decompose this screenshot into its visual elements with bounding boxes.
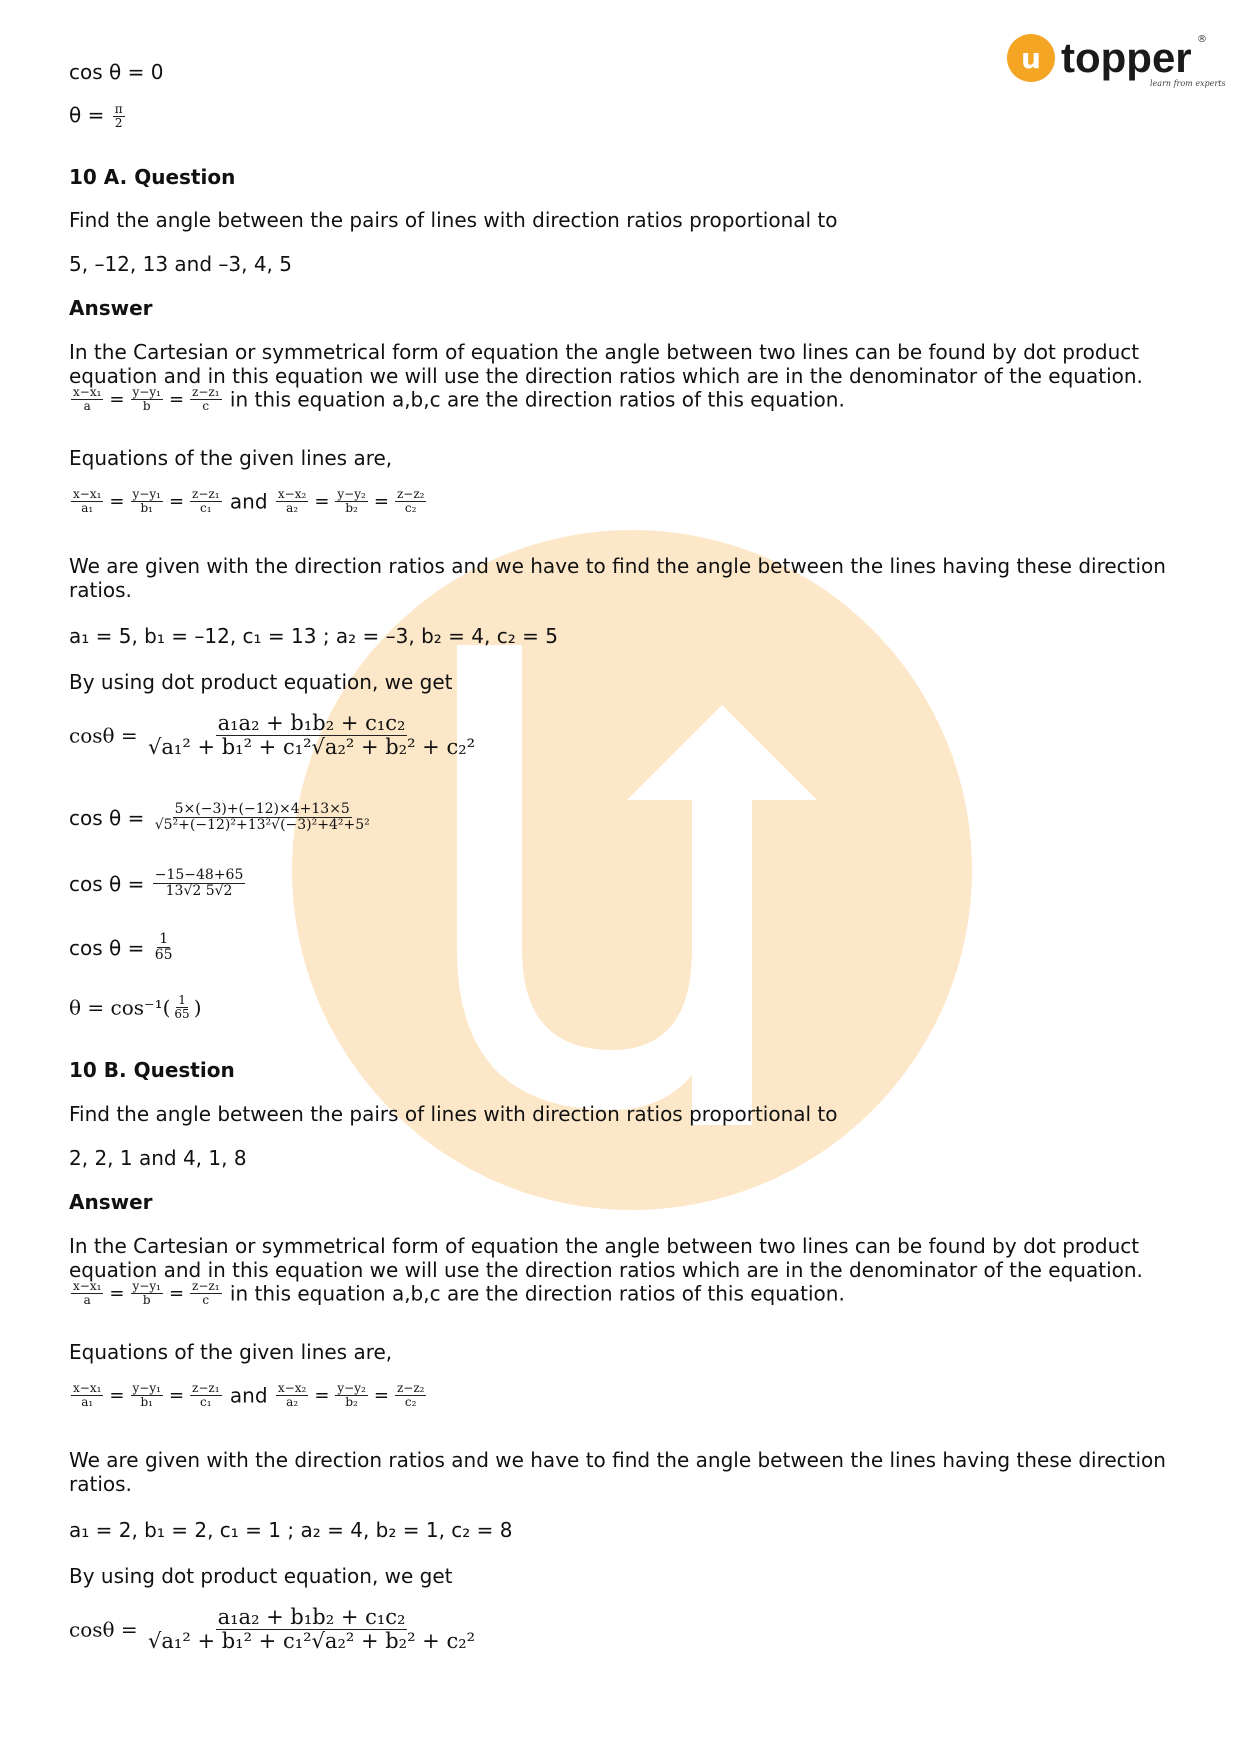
symmetric-equation: [69, 386, 845, 413]
cos-theta-zero: cos θ = 0: [69, 60, 164, 84]
frac-y: [131, 1280, 163, 1307]
frac-num: −15−48+65: [154, 867, 244, 883]
line-equations: [69, 488, 428, 515]
frac-z: [190, 1280, 222, 1307]
frac-den: a₂: [286, 501, 299, 516]
frac-num: z−z₁: [192, 385, 220, 399]
frac-den: a₂: [286, 1395, 299, 1410]
equals-sign: =: [168, 1282, 185, 1304]
frac: [71, 488, 103, 515]
equals-sign: =: [109, 1384, 125, 1406]
equals-sign: =: [109, 388, 125, 410]
direction-ratios: a₁ = 5, b₁ = –12, c₁ = 13 ; a₂ = –3, b₂ = 4, c₂ = 5: [69, 624, 558, 648]
step1: [69, 802, 374, 834]
frac-num: y−y₂: [337, 1381, 366, 1395]
line-equations: [69, 1382, 428, 1409]
frac-num: z−z₂: [396, 487, 425, 501]
topper-logo-icon: [1005, 28, 1226, 98]
equals-sign: =: [314, 490, 330, 512]
result-lhs: θ = cos⁻¹(: [69, 995, 171, 1020]
frac-num: z−z₁: [192, 487, 220, 501]
logo-letter: u: [1021, 42, 1041, 75]
cos-formula-frac: [146, 1606, 477, 1653]
question-values: 5, –12, 13 and –3, 4, 5: [69, 252, 292, 276]
frac: [395, 1382, 427, 1409]
frac: [131, 488, 163, 515]
frac-den: √a₁² + b₁² + c₁²√a₂² + b₂² + c₂²: [148, 735, 476, 760]
frac-den: a₁: [81, 501, 94, 516]
equals-sign: =: [168, 1384, 185, 1406]
frac-num: y−y₁: [132, 385, 161, 399]
direction-ratios: a₁ = 2, b₁ = 2, c₁ = 1 ; a₂ = 4, b₂ = 1, c₂ = 8: [69, 1518, 513, 1542]
cos-lhs: cosθ =: [69, 1617, 138, 1642]
frac: [395, 488, 427, 515]
step-frac: [153, 932, 175, 964]
step-lhs: cos θ =: [69, 935, 145, 960]
question-heading: 10 A. Question: [69, 165, 236, 189]
frac-num: y−y₁: [132, 1279, 161, 1293]
frac-den: c₁: [200, 501, 212, 516]
question-heading: 10 B. Question: [69, 1058, 235, 1082]
frac-num: z−z₁: [192, 1381, 220, 1395]
frac-num: a₁a₂ + b₁b₂ + c₁c₂: [217, 711, 406, 735]
frac-den: b: [142, 1293, 151, 1308]
frac: [190, 488, 222, 515]
step-lhs: cos θ =: [69, 871, 145, 896]
given-statement: We are given with the direction ratios and we have to find the angle between the lines having these direction ratios.: [69, 554, 1166, 602]
frac: [276, 1382, 308, 1409]
frac-den: a: [83, 399, 91, 414]
frac-den: 65: [154, 947, 173, 964]
frac-den: a₁: [81, 1395, 94, 1410]
step-frac: [153, 802, 372, 834]
equals-sign: =: [109, 490, 125, 512]
intro-tail: in this equation a,b,c are the direction ratios of this equation.: [229, 387, 845, 412]
answer-intro: In the Cartesian or symmetrical form of equation the angle between two lines can be found by dot product equation and in this equation we will use the direction ratios which are in the denominator of the equation.: [69, 340, 1143, 388]
frac-num: y−y₁: [132, 487, 161, 501]
frac-y: [131, 386, 163, 413]
frac-den: 65: [174, 1007, 190, 1022]
dot-product-formula: [69, 712, 479, 759]
equals-sign: =: [373, 490, 389, 512]
step-lhs: cos θ =: [69, 805, 145, 830]
frac-den: 2: [114, 116, 123, 131]
frac-num: x−x₁: [73, 487, 102, 501]
brand-logo: [1005, 28, 1226, 98]
frac-den: √5²+(−12)²+13²√(−3)²+4²+5²: [154, 817, 370, 834]
step2: [69, 868, 247, 900]
and-word: and: [229, 1383, 268, 1408]
frac-den: b: [142, 399, 151, 414]
symmetric-equation: [69, 1280, 845, 1307]
frac-num: x−x₁: [73, 385, 102, 399]
equals-sign: =: [373, 1384, 389, 1406]
frac-num: y−y₁: [132, 1381, 161, 1395]
frac-den: b₁: [140, 501, 153, 516]
given-statement: We are given with the direction ratios and we have to find the angle between the lines having these direction ratios.: [69, 1448, 1166, 1496]
equals-sign: =: [168, 388, 185, 410]
frac-den: b₂: [345, 1395, 358, 1410]
frac: [71, 1382, 103, 1409]
frac-num: 5×(−3)+(−12)×4+13×5: [174, 801, 350, 817]
pi-over-two: [113, 103, 125, 130]
frac-den: c₂: [404, 501, 417, 516]
frac-den: a: [83, 1293, 91, 1308]
frac: [335, 488, 367, 515]
frac-num: y−y₂: [337, 487, 366, 501]
frac-num: x−x₁: [73, 1279, 102, 1293]
frac-num: 1: [178, 993, 186, 1007]
dot-product-label: By using dot product equation, we get: [69, 1564, 453, 1588]
equations-label: Equations of the given lines are,: [69, 446, 393, 470]
dot-product-label: By using dot product equation, we get: [69, 670, 453, 694]
logo-tagline: learn from experts: [1150, 79, 1226, 88]
result-frac: [172, 994, 191, 1021]
dot-product-formula: [69, 1606, 479, 1653]
question-prompt: Find the angle between the pairs of lines with direction ratios proportional to: [69, 1102, 838, 1126]
final-result: [69, 994, 202, 1021]
frac-den: 13√2 5√2: [165, 883, 233, 900]
frac-den: c: [202, 399, 210, 414]
frac: [190, 1382, 222, 1409]
frac-num: x−x₁: [73, 1381, 102, 1395]
registered-mark: ®: [1197, 34, 1207, 45]
frac-den: c: [202, 1293, 210, 1308]
frac-num: 1: [159, 931, 169, 947]
frac-num: z−z₂: [396, 1381, 425, 1395]
frac-x: [71, 1280, 103, 1307]
cos-lhs: cosθ =: [69, 723, 138, 748]
frac-num: x−x₂: [277, 487, 307, 501]
and-word: and: [229, 489, 268, 514]
frac-num: z−z₁: [192, 1279, 220, 1293]
equals-sign: =: [168, 490, 185, 512]
answer-intro: In the Cartesian or symmetrical form of equation the angle between two lines can be found by dot product equation and in this equation we will use the direction ratios which are in the denominator of the equation.: [69, 1234, 1143, 1282]
frac-num: a₁a₂ + b₁b₂ + c₁c₂: [217, 1605, 406, 1629]
equations-label: Equations of the given lines are,: [69, 1340, 393, 1364]
frac-den: b₂: [345, 501, 358, 516]
frac-num: x−x₂: [277, 1381, 307, 1395]
result-close: ): [193, 995, 202, 1020]
step-frac: [153, 868, 246, 900]
frac-den: b₁: [140, 1395, 153, 1410]
question-values: 2, 2, 1 and 4, 1, 8: [69, 1146, 247, 1170]
frac-z: [190, 386, 222, 413]
cos-formula-frac: [146, 712, 477, 759]
frac-den: √a₁² + b₁² + c₁²√a₂² + b₂² + c₂²: [148, 1629, 476, 1654]
frac: [276, 488, 308, 515]
answer-label: Answer: [69, 1190, 153, 1214]
frac-den: c₁: [200, 1395, 212, 1410]
question-prompt: Find the angle between the pairs of lines with direction ratios proportional to: [69, 208, 838, 232]
theta-lhs: θ =: [69, 103, 105, 128]
equals-sign: =: [314, 1384, 330, 1406]
frac-x: [71, 386, 103, 413]
theta-equals-pi-over-2: [69, 103, 127, 130]
frac: [131, 1382, 163, 1409]
frac-num: π: [114, 102, 123, 116]
answer-label: Answer: [69, 296, 153, 320]
frac: [335, 1382, 367, 1409]
intro-tail: in this equation a,b,c are the direction ratios of this equation.: [229, 1281, 845, 1306]
frac-den: c₂: [404, 1395, 417, 1410]
step3: [69, 932, 177, 964]
equals-sign: =: [109, 1282, 125, 1304]
logo-wordmark: topper: [1061, 34, 1192, 81]
